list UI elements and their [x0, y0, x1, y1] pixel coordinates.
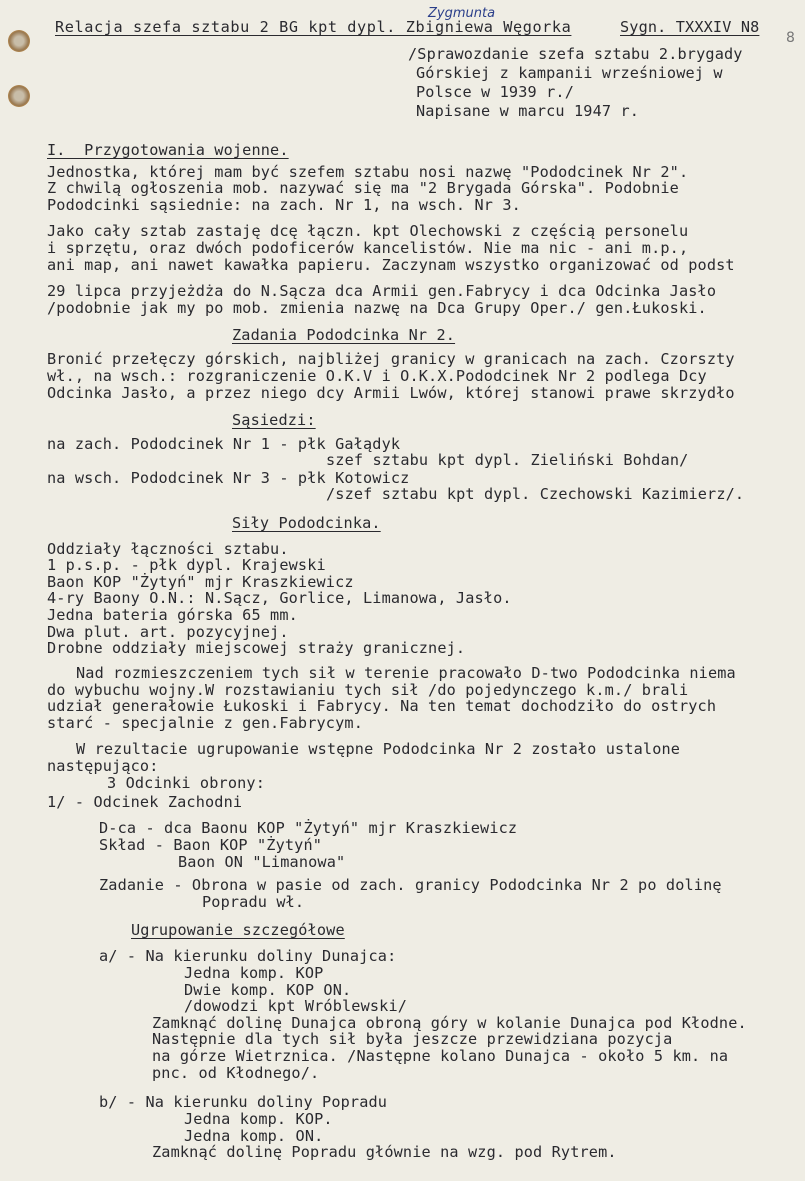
text-line: Pododcinki sąsiednie: na zach. Nr 1, na wsch. Nr 3. — [47, 196, 521, 214]
text-line: 29 lipca przyjeżdża do N.Sącza dca Armii gen.Fabrycy i dca Odcinka Jasło — [47, 282, 717, 300]
text-line: pnc. od Kłodnego/. — [152, 1064, 320, 1082]
text-line: Nad rozmieszczeniem tych sił w terenie pracowało D-two Pododcinka niema — [76, 664, 736, 682]
subsection-heading: Ugrupowanie szczegółowe — [131, 921, 345, 939]
section-heading: Zadania Pododcinka Nr 2. — [232, 326, 456, 344]
text-line: Jedna bateria górska 65 mm. — [47, 606, 298, 624]
text-line: Jedna komp. KOP — [184, 964, 324, 982]
text-line: Jako cały sztab zastaję dcę łączn. kpt Olechowski z częścią personelu — [47, 222, 689, 240]
text-line: Z chwilą ogłoszenia mob. nazywać się ma "2 Brygada Górska". Podobnie — [47, 179, 679, 197]
text-line: /podobnie jak my po mob. zmienia nazwę na Dca Grupy Oper./ gen.Łukoski. — [47, 299, 707, 317]
text-line: Dwie komp. KOP ON. — [184, 981, 352, 999]
section-heading: Siły Pododcinka. — [232, 514, 381, 532]
text-line: Baon ON "Limanowa" — [178, 853, 346, 871]
text-line: udział generałowie Łukoski i Fabrycy. Na ten temat dochodziło do ostrych — [47, 697, 717, 715]
text-line: D-ca - dca Baonu KOP "Żytyń" mjr Kraszkiewicz — [99, 819, 518, 837]
section-heading: Sąsiedzi: — [232, 411, 316, 429]
text-line: 3 Odcinki obrony: — [107, 774, 265, 792]
description-line: Górskiej z kampanii wrześniowej w — [416, 64, 723, 82]
text-line: na wsch. Pododcinek Nr 3 - płk Kotowicz — [47, 469, 410, 487]
text-line: a/ - Na kierunku doliny Dunajca: — [99, 947, 397, 965]
text-line: Dwa plut. art. pozycyjnej. — [47, 623, 289, 641]
description-line: Polsce w 1939 r./ — [416, 83, 574, 101]
text-line: starć - specjalnie z gen.Fabrycym. — [47, 714, 363, 732]
text-line: Bronić przełęczy górskich, najbliżej granicy w granicach na zach. Czorszty — [47, 350, 735, 368]
text-line: 1 p.s.p. - płk dypl. Krajewski — [47, 556, 326, 574]
text-line: /szef sztabu kpt dypl. Czechowski Kazimierz/. — [326, 485, 745, 503]
text-line: Odcinka Jasło, a przez niego dcy Armii Lwów, której stanowi prawe skrzydło — [47, 384, 735, 402]
handwritten-annotation: Zygmunta — [428, 6, 496, 21]
text-line: Baon KOP "Żytyń" mjr Kraszkiewicz — [47, 573, 354, 591]
text-line: Zamknąć dolinę Popradu głównie na wzg. pod Rytrem. — [152, 1143, 617, 1161]
text-line: i sprzętu, oraz dwóch podoficerów kancelistów. Nie ma nic - ani m.p., — [47, 239, 689, 257]
text-line: ani map, ani nawet kawałka papieru. Zaczynam wszystko organizować od podst — [47, 256, 735, 274]
text-line: na zach. Pododcinek Nr 1 - płk Gałądyk — [47, 435, 401, 453]
text-line: /dowodzi kpt Wróblewski/ — [184, 997, 408, 1015]
text-line: Zadanie - Obrona w pasie od zach. granicy Pododcinka Nr 2 po dolinę — [99, 876, 722, 894]
text-line: 4-ry Baony O.N.: N.Sącz, Gorlice, Limanowa, Jasło. — [47, 589, 512, 607]
text-line: Popradu wł. — [202, 893, 305, 911]
subsection-heading: 1/ - Odcinek Zachodni — [47, 793, 243, 811]
text-line: wł., na wsch.: rozgraniczenie O.K.V i O.K.X.Pododcinek Nr 2 podlega Dcy — [47, 367, 707, 385]
text-line: do wybuchu wojny.W rozstawianiu tych sił /do pojedynczego k.m./ brali — [47, 681, 689, 699]
text-line: Zamknąć dolinę Dunajca obroną góry w kolanie Dunajca pod Kłodne. — [152, 1014, 747, 1032]
signature-label: Sygn. TXXXIV N8 — [620, 18, 760, 36]
page-number: 8 — [786, 30, 795, 46]
text-line: na górze Wietrznica. /Następne kolano Dunajca - około 5 km. na — [152, 1047, 729, 1065]
text-line: b/ - Na kierunku doliny Popradu — [99, 1093, 388, 1111]
text-line: Jedna komp. KOP. — [184, 1110, 333, 1128]
text-line: W rezultacie ugrupowanie wstępne Pododcinka Nr 2 zostało ustalone — [76, 740, 681, 758]
binder-hole — [8, 30, 30, 52]
text-line: następująco: — [47, 757, 159, 775]
text-line: Oddziały łączności sztabu. — [47, 540, 289, 558]
description-line: /Sprawozdanie szefa sztabu 2.brygady — [408, 45, 743, 63]
text-line: szef sztabu kpt dypl. Zieliński Bohdan/ — [326, 451, 689, 469]
text-line: Następnie dla tych sił była jeszcze przewidziana pozycja — [152, 1030, 673, 1048]
text-line: Skład - Baon KOP "Żytyń" — [99, 836, 323, 854]
text-line: Drobne oddziały miejscowej straży granicznej. — [47, 639, 466, 657]
written-date: Napisane w marcu 1947 r. — [416, 102, 640, 120]
text-line: Jednostka, której mam być szefem sztabu nosi nazwę "Pododcinek Nr 2". — [47, 163, 689, 181]
text-line: Jedna komp. ON. — [184, 1127, 324, 1145]
binder-hole — [8, 85, 30, 107]
document-title: Relacja szefa sztabu 2 BG kpt dypl. Zbigniewa Węgorka — [55, 18, 572, 36]
section-heading: I. Przygotowania wojenne. — [47, 141, 289, 159]
